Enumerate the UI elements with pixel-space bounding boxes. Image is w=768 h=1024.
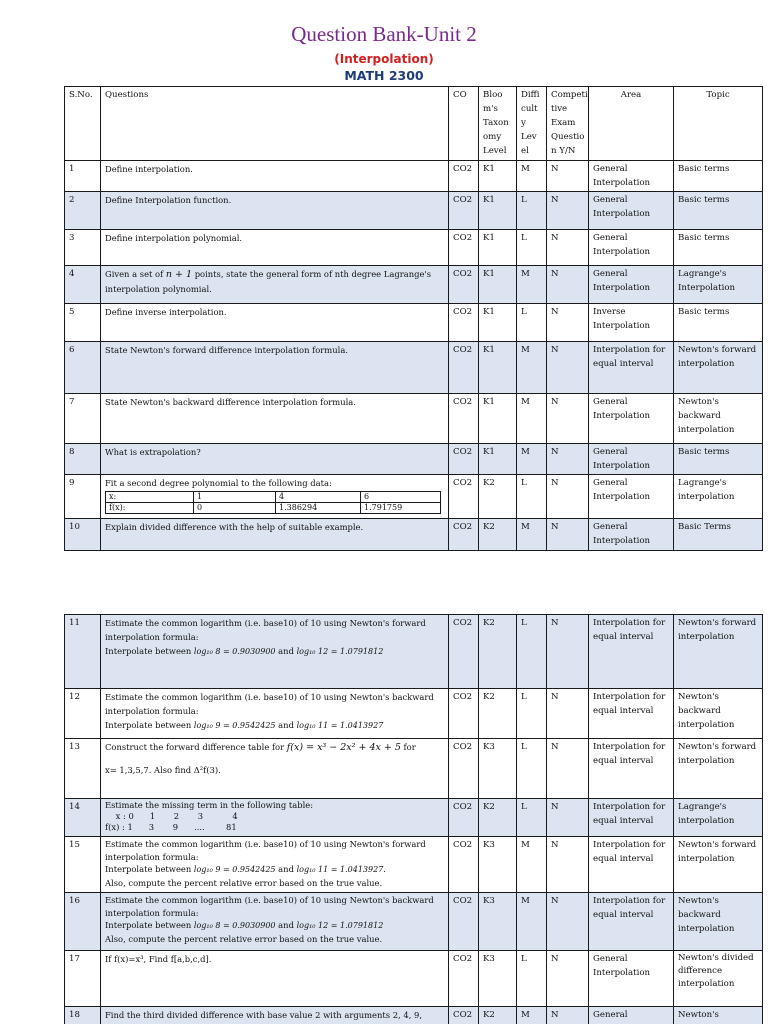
question-text: Estimate the common logarithm (i.e. base10) of 10 using Newton's backward interpolation formula: Interpolate between log₁₀ 8 = 0.9030900 and log₁₀ 12 = 1.0791812 Also, compute the percent relative error based on the true value. — [101, 893, 449, 951]
question-text: Construct the forward difference table for f(x) = x³ − 2x² + 4x + 5 for x= 1,3,5,7. Also find Δ²f(3). — [101, 739, 449, 799]
table-row: 3 Define interpolation polynomial. CO2 K1 L N General Interpolation Basic terms — [65, 230, 763, 266]
question-text: What is extrapolation? — [101, 444, 449, 475]
question-text: Estimate the common logarithm (i.e. base10) of 10 using Newton's backward interpolation formula: Interpolate between log₁₀ 9 = 0.9542425 and log₁₀ 11 = 1.0413927 — [101, 689, 449, 739]
question-table-part1 — [64, 86, 763, 551]
table-row: 17 If f(x)=x³, Find f[a,b,c,d]. CO2 K3 L N General Interpolation Newton's divided difference interpolation — [65, 951, 763, 1007]
table-row: 18 Find the third divided difference with base value 2 with arguments 2, 4, 9, CO2 K2 M N General Newton's — [65, 1007, 763, 1024]
question-table-part2 — [64, 614, 763, 1024]
question-text: Estimate the missing term in the following table: x : 0 1 2 3 4 f(x) : 1 3 9 .... 81 — [101, 799, 449, 837]
table-row: 1 Define interpolation. CO2 K1 M N General Interpolation Basic terms — [65, 161, 763, 192]
table-row: 12 Estimate the common logarithm (i.e. base10) of 10 using Newton's backward interpolation formula: Interpolate between log₁₀ 9 = 0.9542425 and log₁₀ 11 = 1.0413927 CO2 K2 L N Interpolation for equal interval Newton's backward interpolation — [65, 689, 763, 739]
col-competitive: Competi tive Exam Questio n Y/N — [547, 87, 589, 161]
table-row: 2 Define Interpolation function. CO2 K1 L N General Interpolation Basic terms — [65, 192, 763, 230]
table-row: 14 Estimate the missing term in the following table: x : 0 1 2 3 4 f(x) : 1 3 9 .... 81 CO2 K2 L N Interpolation for equal interval Lagrange's interpolation — [65, 799, 763, 837]
question-text: State Newton's backward difference interpolation formula. — [101, 394, 449, 444]
question-text: Given a set of n + 1 points, state the general form of nth degree Lagrange's interpolation polynomial. — [101, 266, 449, 304]
table-header-row — [65, 87, 763, 161]
table-row: 6 State Newton's forward difference interpolation formula. CO2 K1 M N Interpolation for equal interval Newton's forward interpolation — [65, 342, 763, 394]
table-row: 7 State Newton's backward difference interpolation formula. CO2 K1 M N General Interpolation Newton's backward interpolation — [65, 394, 763, 444]
table-row: 9 Fit a second degree polynomial to the following data: x: 1 4 6 f(x): 0 1.386294 1.791759 CO2 K2 L N General Interpolation Lagrange's interpolation — [65, 475, 763, 519]
course-code: MATH 2300 — [344, 68, 424, 83]
page-subtitle: (Interpolation) — [334, 52, 434, 66]
col-questions: Questions — [101, 87, 449, 161]
math-n-plus-1: n + 1 — [165, 269, 193, 280]
col-co: CO — [449, 87, 479, 161]
page-title: Question Bank-Unit 2 — [291, 22, 477, 46]
data-table: x: 1 4 6 f(x): 0 1.386294 1.791759 — [105, 491, 441, 514]
col-topic: Topic — [674, 87, 763, 161]
table-row: 5 Define inverse interpolation. CO2 K1 L N Inverse Interpolation Basic terms — [65, 304, 763, 342]
question-text: Define interpolation. — [101, 161, 449, 192]
col-sno: S.No. — [65, 87, 101, 161]
table-row: 11 Estimate the common logarithm (i.e. base10) of 10 using Newton's forward interpolation formula: Interpolate between log₁₀ 8 = 0.9030900 and log₁₀ 12 = 1.0791812 CO2 K2 L N Interpolation for equal interval Newton's forward interpolation — [65, 615, 763, 689]
table-row: 13 Construct the forward difference table for f(x) = x³ − 2x² + 4x + 5 for x= 1,3,5,7. Also find Δ²f(3). CO2 K3 L N Interpolation for equal interval Newton's forward interpolation — [65, 739, 763, 799]
question-text: Estimate the common logarithm (i.e. base10) of 10 using Newton's forward interpolation formula: Interpolate between log₁₀ 8 = 0.9030900 and log₁₀ 12 = 1.0791812 — [101, 615, 449, 689]
question-text: Explain divided difference with the help of suitable example. — [101, 519, 449, 551]
question-text: Find the third divided difference with base value 2 with arguments 2, 4, 9, — [101, 1007, 449, 1024]
table-row: 8 What is extrapolation? CO2 K1 M N General Interpolation Basic terms — [65, 444, 763, 475]
question-text: Define interpolation polynomial. — [101, 230, 449, 266]
col-bloom: Bloo m's Taxon omy Level — [479, 87, 517, 161]
question-text: Define Interpolation function. — [101, 192, 449, 230]
table-row: 15 Estimate the common logarithm (i.e. base10) of 10 using Newton's forward interpolation formula: Interpolate between log₁₀ 9 = 0.9542425 and log₁₀ 11 = 1.0413927. Also, compute the percent relative error based on the true value. CO2 K3 M N Interpolation for equal interval Newton's forward interpolation — [65, 837, 763, 893]
question-text: Define inverse interpolation. — [101, 304, 449, 342]
question-text: State Newton's forward difference interpolation formula. — [101, 342, 449, 394]
question-text: Estimate the common logarithm (i.e. base10) of 10 using Newton's forward interpolation formula: Interpolate between log₁₀ 9 = 0.9542425 and log₁₀ 11 = 1.0413927. Also, compute the percent relative error based on the true value. — [101, 837, 449, 893]
table-row: 4 Given a set of n + 1 points, state the general form of nth degree Lagrange's interpolation polynomial. CO2 K1 M N General Interpolation Lagrange's Interpolation — [65, 266, 763, 304]
question-text: Fit a second degree polynomial to the following data: x: 1 4 6 f(x): 0 1.386294 1.791759 — [101, 475, 449, 519]
table-row: 10 Explain divided difference with the help of suitable example. CO2 K2 M N General Interpolation Basic Terms — [65, 519, 763, 551]
col-area: Area — [589, 87, 674, 161]
col-difficulty: Diffi cult y Lev el — [517, 87, 547, 161]
question-text: If f(x)=x³, Find f[a,b,c,d]. — [101, 951, 449, 1007]
table-row: 16 Estimate the common logarithm (i.e. base10) of 10 using Newton's backward interpolation formula: Interpolate between log₁₀ 8 = 0.9030900 and log₁₀ 12 = 1.0791812 Also, compute the percent relative error based on the true value. CO2 K3 M N Interpolation for equal interval Newton's backward interpolation — [65, 893, 763, 951]
